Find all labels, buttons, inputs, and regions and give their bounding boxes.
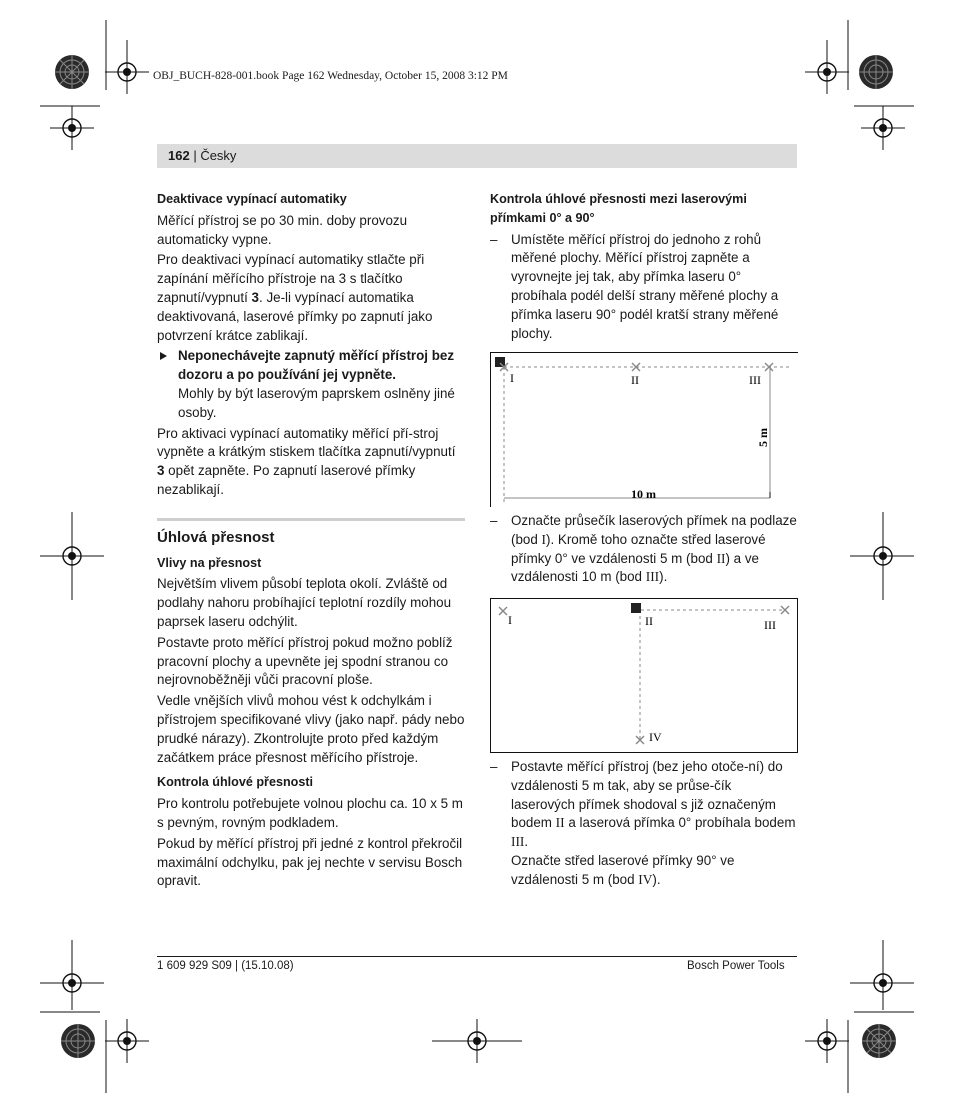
mark-point-I xyxy=(499,607,507,615)
warning-text: Mohly by být laserovým paprskem oslněny jiné osoby. xyxy=(178,385,455,420)
kontrola-heading: Kontrola úhlové přesnosti xyxy=(157,775,314,790)
vlivy-paragraph-1: Největším vlivem působí teplota okolí. Zvláště od podlahy nahoru probíhající teplotní rozdíly mohou paprsek laseru odchýlit. xyxy=(157,576,452,629)
label-I: I xyxy=(510,371,514,385)
label-III: III xyxy=(749,373,761,387)
section-divider xyxy=(157,518,465,521)
vlivy-paragraph-3: Vedle vnějších vlivů mohou vést k odchylkám i přístrojem specifikované vlivy (jako např. pády nebo prudké nárazy). Zkontrolujte proto před každým začátkem práce přesnost měřícího přístroje. xyxy=(157,693,465,765)
header-bar xyxy=(157,144,797,168)
print-info: OBJ_BUCH-828-001.book Page 162 Wednesday, October 15, 2008 3:12 PM xyxy=(153,70,508,82)
mark-point-III xyxy=(765,363,773,371)
device-marker xyxy=(495,357,505,367)
warning-bold: Neponechávejte zapnutý měřící přístroj bez dozoru a po používání jej vypněte. xyxy=(178,348,455,383)
footer-brand: Bosch Power Tools xyxy=(687,960,785,972)
dim-label-height: 5 m xyxy=(756,428,770,447)
left-column xyxy=(157,190,465,893)
footer-rule xyxy=(157,956,797,957)
warning-block xyxy=(157,347,465,422)
figure-2-diagram xyxy=(490,598,798,753)
figure-1-diagram xyxy=(490,352,798,507)
label-III: III xyxy=(764,618,776,632)
step-3: – Postavte měřící přístroj (bez jeho otoče-ní) do vzdálenosti 5 m tak, aby se průse-čík laserových přímek shodoval s již označeným bodem II a laserová přímka 0° probíhala bodem III. Označte střed laserové přímky 90° ve vzdálenosti 5 m (bod IV). xyxy=(490,759,796,887)
device-marker xyxy=(631,603,641,613)
vlivy-paragraph-2: Postavte proto měřící přístroj pokud možno poblíž pracovní plochy a upevněte jej spodní stranou co nejrovnoběžněji vůči pracovní ploše. xyxy=(157,634,453,688)
deakt-heading: Deaktivace vypínací automatiky xyxy=(157,192,347,206)
kontrola-paragraph-2: Pokud by měřící přístroj při jedné z kontrol překročil maximální odchylku, pak jej nechte v servisu Bosch opravit. xyxy=(157,835,463,889)
dim-label-width: 10 m xyxy=(631,487,656,501)
warning-bullet-icon xyxy=(160,352,167,360)
label-II: II xyxy=(631,373,639,387)
page-number: 162 xyxy=(168,148,190,163)
header-separator: | xyxy=(189,148,201,163)
header-language: Česky xyxy=(200,148,237,163)
label-I: I xyxy=(508,613,512,627)
right-column xyxy=(490,190,798,345)
label-IV: IV xyxy=(649,730,662,744)
right-column-2 xyxy=(490,512,798,589)
vlivy-heading: Vlivy na přesnost xyxy=(157,555,262,570)
deakt-paragraph-2: Pro deaktivaci vypínací automatiky stlačte při zapínání měřícího přístroje na 3 s tlačítko zapnutí/vypnutí 3. Je-li vypínací automatika deaktivovaná, laserové přímky po zapnutí jako potvrzení krátce zablikají. xyxy=(157,252,433,343)
right-heading: Kontrola úhlové přesnosti mezi laserovými přímkami 0° a 90° xyxy=(490,192,747,225)
page-header xyxy=(168,148,236,163)
step-1: – Umístěte měřící přístroj do jednoho z rohů měřené plochy. Měřící přístroj zapněte a vyrovnejte jej tak, aby přímka laseru 0° probíhala podél delší strany měřené plochy a přímka laseru 90° podél kratší strany měřené plochy. xyxy=(490,231,779,341)
label-II: II xyxy=(645,614,653,628)
kontrola-paragraph-1: Pro kontrolu potřebujete volnou plochu ca. 10 x 5 m s pevným, rovným podkladem. xyxy=(157,796,463,830)
section-title: Úhlová přesnost xyxy=(157,528,275,546)
akt-paragraph: Pro aktivaci vypínací automatiky měřící pří-stroj vypněte a krátkým stiskem tlačítka zapnutí/vypnutí 3 opět zapněte. Po zapnutí laserové přímky nezablikají. xyxy=(157,425,456,497)
footer-docnumber: 1 609 929 S09 | (15.10.08) xyxy=(157,960,294,972)
step-2: – Označte průsečík laserových přímek na podlaze (bod I). Kromě toho označte střed laserové přímky 0° ve vzdálenosti 5 m (bod II) a ve vzdálenosti 10 m (bod III). xyxy=(490,513,797,585)
mark-point-III xyxy=(781,606,789,614)
deakt-paragraph-1: Měřící přístroj se po 30 min. doby provozu automaticky vypne. xyxy=(157,212,408,247)
right-column-3 xyxy=(490,758,798,892)
